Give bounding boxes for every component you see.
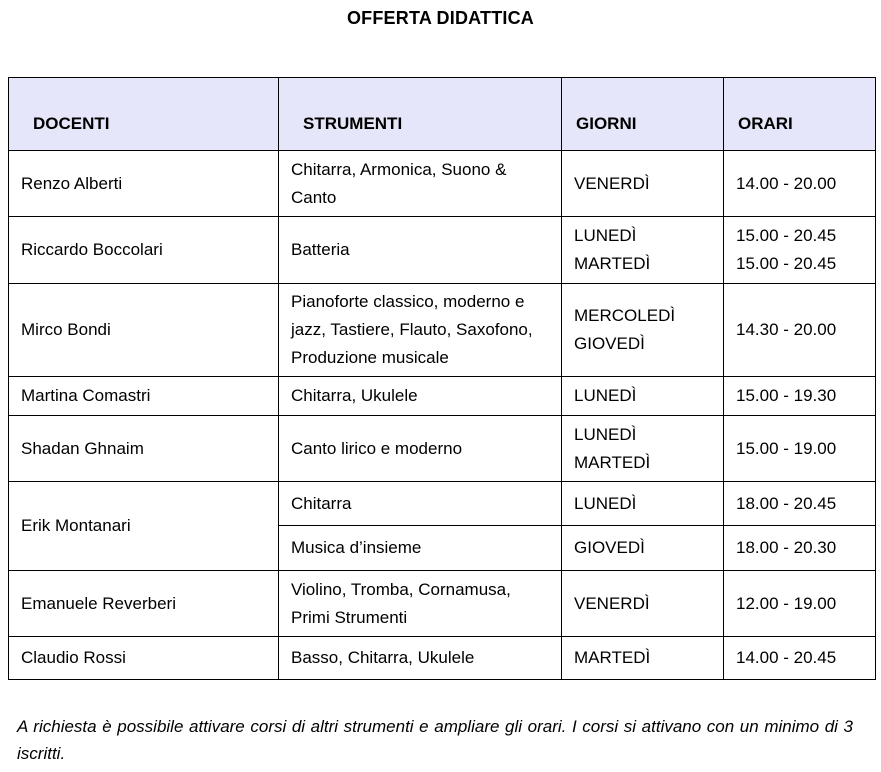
strumenti-line: Primi Strumenti [291,607,408,627]
docente-cell: Shadan Ghnaim [9,416,279,482]
orari-cell [724,151,876,217]
giorni-line: MARTEDÌ [574,452,651,472]
strumenti-line: Produzione musicale [291,348,449,367]
orari-line: 12.00 - 19.00 [736,593,837,613]
giorni-cell [562,526,724,571]
strumenti-cell [279,571,562,637]
giorni-line: MARTEDÌ [574,648,651,667]
orari-line: 15.00 - 20.45 [736,226,837,245]
table-row [9,151,876,217]
docente-cell: Riccardo Boccolari [9,217,279,284]
strumenti-line: Batteria [291,240,350,259]
giorni-line: GIOVEDÌ [574,334,645,353]
orari-line: 18.00 - 20.45 [736,493,837,513]
giorni-cell [562,637,724,680]
header-orari: ORARI [724,78,876,151]
strumenti-cell [279,151,562,217]
table-row [9,416,876,482]
strumenti-line: Violino, Tromba, Cornamusa, [291,579,511,599]
docente-cell: Erik Montanari [9,482,279,571]
giorni-cell [562,482,724,526]
giorni-cell [562,284,724,377]
orari-line: 15.00 - 19.30 [736,386,837,405]
table-row [9,637,876,680]
strumenti-line: Canto lirico e moderno [291,438,463,458]
strumenti-cell [279,284,562,377]
table-header-row [9,78,876,151]
strumenti-cell [279,377,562,416]
table-row [9,217,876,284]
strumenti-line: Basso, Chitarra, Ukulele [291,648,475,667]
orari-cell [724,416,876,482]
giorni-cell [562,151,724,217]
giorni-line: MERCOLEDÌ [574,306,676,325]
strumenti-line: jazz, Tastiere, Flauto, Saxofono, [291,320,533,339]
giorni-line: GIOVEDÌ [574,538,645,557]
giorni-cell [562,416,724,482]
course-table [8,77,876,680]
header-strumenti: STRUMENTI [279,78,562,151]
orari-line: 15.00 - 20.45 [736,254,837,273]
docente-cell: Mirco Bondi [9,284,279,377]
strumenti-line: Chitarra, Ukulele [291,386,418,405]
table-row [9,482,876,526]
docente-cell: Claudio Rossi [9,637,279,680]
docente-cell: Martina Comastri [9,377,279,416]
orari-line: 18.00 - 20.30 [736,538,837,557]
giorni-line: LUNEDÌ [574,226,637,245]
strumenti-cell [279,416,562,482]
strumenti-cell [279,526,562,571]
orari-cell [724,284,876,377]
header-docenti: DOCENTI [9,78,279,151]
docente-cell: Emanuele Reverberi [9,571,279,637]
strumenti-line: Chitarra [291,493,352,513]
header-giorni: GIORNI [562,78,724,151]
strumenti-line: Pianoforte classico, moderno e [291,292,525,311]
orari-cell [724,217,876,284]
giorni-cell [562,377,724,416]
giorni-line: LUNEDÌ [574,386,637,405]
strumenti-line: Canto [291,187,337,207]
giorni-line: LUNEDÌ [574,424,637,444]
orari-line: 15.00 - 19.00 [736,438,837,458]
page-title: OFFERTA DIDATTICA [346,8,535,28]
table-row [9,377,876,416]
strumenti-cell [279,637,562,680]
giorni-cell [562,217,724,284]
orari-line: 14.00 - 20.45 [736,648,837,667]
footnote: A richiesta è possibile attivare corsi di altri strumenti e ampliare gli orari. I corsi si attivano con un minimo di 3 iscritti. [17,717,853,763]
orari-cell [724,377,876,416]
orari-cell [724,482,876,526]
giorni-line: MARTEDÌ [574,254,651,273]
strumenti-line: Chitarra, Armonica, Suono & [291,159,507,179]
giorni-line: VENERDÌ [574,593,650,613]
giorni-line: VENERDÌ [574,173,650,193]
strumenti-cell [279,482,562,526]
orari-cell [724,637,876,680]
table-row [9,284,876,377]
strumenti-cell [279,217,562,284]
orari-cell [724,526,876,571]
orari-cell [724,571,876,637]
giorni-cell [562,571,724,637]
orari-line: 14.00 - 20.00 [736,173,837,193]
strumenti-line: Musica d’insieme [291,538,422,557]
orari-line: 14.30 - 20.00 [736,320,837,339]
giorni-line: LUNEDÌ [574,493,637,513]
docente-cell: Renzo Alberti [9,151,279,217]
table-row [9,571,876,637]
